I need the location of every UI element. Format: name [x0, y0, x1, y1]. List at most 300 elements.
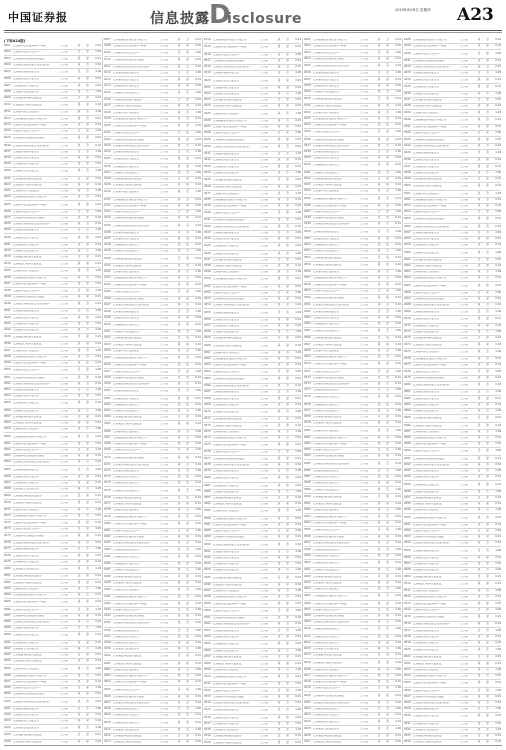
- table-cell: 已开通: [460, 225, 468, 228]
- table-cell: 是: [86, 103, 89, 107]
- table-cell: 是: [386, 50, 389, 54]
- table-cell: 0308: [204, 661, 211, 665]
- table-cell: 1.00: [495, 489, 501, 493]
- table-cell: 已开通: [360, 687, 368, 690]
- table-cell: 1.00: [195, 687, 201, 691]
- table-cell: 已开通: [260, 584, 268, 587]
- table-cell: 已开通: [260, 105, 268, 108]
- table-cell: 1.00: [195, 488, 201, 492]
- table-cell: 已开通: [60, 322, 68, 325]
- table-cell: 已开通: [460, 251, 468, 254]
- table-row: [404, 514, 501, 522]
- table-cell: 是: [386, 336, 389, 340]
- table-cell: 已开通: [60, 223, 68, 226]
- table-cell: 是: [286, 52, 289, 56]
- table-cell: 0220: [204, 78, 211, 82]
- table-cell: 已开通: [60, 45, 68, 48]
- table-cell: 1.00: [195, 429, 201, 433]
- table-cell: 0502: [404, 529, 411, 533]
- table-cell: 已开通: [60, 117, 68, 120]
- table-cell: 已开通: [60, 647, 68, 650]
- table-row: [404, 647, 501, 655]
- table-cell: 0255: [204, 310, 211, 314]
- table-cell: 0.10: [95, 83, 101, 87]
- table-cell: 已开通: [260, 264, 268, 267]
- table-cell: 汇添富价值精选混合型: [13, 229, 39, 232]
- table-cell: 是: [277, 251, 281, 255]
- table-cell: 0046: [4, 342, 11, 346]
- table-cell: 汇添富消费行业混合型: [113, 244, 139, 247]
- table-cell: 0185: [104, 554, 111, 558]
- table-cell: 已开通: [460, 503, 468, 506]
- table-cell: 否: [377, 528, 381, 532]
- table-cell: 0.01: [95, 454, 101, 458]
- table-cell: 否: [77, 707, 81, 710]
- table-cell: 否: [86, 593, 89, 596]
- table-cell: 0.01: [495, 237, 501, 241]
- table-cell: 已开通: [160, 250, 168, 253]
- table-column-5: [404, 38, 501, 744]
- table-cell: 是: [277, 715, 281, 719]
- table-cell: 是: [277, 535, 281, 539]
- table-cell: 汇添富基金管理股份有限公司: [213, 596, 247, 599]
- table-row: [4, 301, 101, 309]
- table-cell: 0037: [4, 282, 11, 286]
- table-cell: 是: [286, 535, 289, 539]
- table-cell: 已开通: [460, 126, 468, 129]
- table-row: [104, 123, 201, 131]
- table-cell: 是: [377, 561, 381, 565]
- table-cell: 1.00: [295, 450, 301, 454]
- table-cell: 0266: [204, 384, 211, 388]
- table-cell: 是: [77, 243, 81, 247]
- section-title-en: isclosure: [227, 11, 303, 27]
- table-row: [304, 129, 401, 137]
- table-cell: 否: [386, 514, 389, 518]
- table-row: [104, 289, 201, 297]
- table-cell: 汇添富医疗服务灵活配置: [213, 742, 242, 744]
- table-cell: 汇添富中证主要消费ETF联接: [213, 46, 247, 49]
- table-cell: 0382: [304, 442, 311, 446]
- table-cell: 汇添富消费行业混合型: [313, 322, 339, 325]
- table-cell: 0062: [4, 448, 11, 452]
- table-cell: 0.01: [295, 336, 301, 340]
- table-cell: 是: [277, 589, 281, 593]
- table-cell: 已开通: [60, 415, 68, 418]
- table-cell: 否: [177, 389, 181, 393]
- table-cell: 汇添富中证医药卫生ETF: [13, 449, 42, 452]
- table-cell: 已开通: [460, 702, 468, 704]
- table-cell: 0507: [404, 562, 411, 566]
- table-cell: 汇添富价值精选混合型: [13, 71, 39, 74]
- table-cell: 0411: [304, 634, 311, 638]
- table-cell: 0.10: [495, 462, 501, 466]
- table-cell: 0.01: [295, 58, 301, 62]
- table-cell: 0010: [4, 103, 11, 107]
- table-cell: 汇添富价值精选混合型: [413, 231, 439, 234]
- table-cell: 0453: [404, 203, 411, 207]
- table-cell: 否: [186, 389, 189, 393]
- table-cell: 是: [77, 143, 81, 147]
- table-cell: 0092: [4, 646, 11, 650]
- table-cell: 1.00: [295, 92, 301, 96]
- table-cell: 1.00: [95, 686, 101, 690]
- table-cell: 否: [377, 97, 381, 101]
- table-cell: 是: [177, 381, 181, 385]
- table-cell: 否: [77, 129, 81, 133]
- table-cell: 0.10: [295, 741, 301, 744]
- table-cell: 1.00: [295, 290, 301, 294]
- table-cell: 0056: [4, 408, 11, 412]
- table-row: [304, 195, 401, 203]
- table-cell: 汇添富民营活力混合型: [313, 714, 339, 717]
- table-cell: 0276: [204, 450, 211, 454]
- table-cell: 是: [477, 349, 481, 353]
- table-cell: 是: [86, 261, 89, 265]
- table-cell: 汇添富中证主要消费ETF联接: [113, 204, 147, 207]
- table-cell: 0124: [104, 149, 111, 153]
- table-cell: 已开通: [360, 727, 368, 730]
- table-cell: 是: [177, 170, 181, 174]
- table-cell: 汇添富蓝筹稳健灵活配置: [313, 735, 342, 738]
- table-cell: 否: [477, 628, 481, 632]
- table-cell: 0053: [4, 387, 11, 391]
- table-cell: 已开通: [460, 443, 468, 446]
- table-cell: 是: [477, 667, 481, 671]
- table-cell: 0.10: [395, 44, 401, 48]
- table-cell: 是: [177, 110, 181, 114]
- section-title-cn: 信息披露: [150, 11, 210, 27]
- table-cell: 1.00: [395, 170, 401, 174]
- table-cell: 0080: [4, 567, 11, 571]
- table-cell: 已开通: [360, 488, 368, 491]
- table-cell: 是: [386, 660, 389, 664]
- table-cell: 0254: [204, 303, 211, 307]
- table-cell: 0.10: [395, 123, 401, 127]
- table-cell: 0359: [304, 288, 311, 292]
- table-cell: 汇添富价值精选混合型: [313, 470, 339, 473]
- table-cell: 0203: [104, 674, 111, 678]
- table-cell: 是: [186, 521, 189, 525]
- table-cell: 是: [186, 44, 189, 48]
- table-row: [304, 659, 401, 667]
- table-cell: 否: [386, 647, 389, 651]
- table-cell: 汇添富民营活力混合型: [313, 78, 339, 81]
- table-cell: 0.01: [295, 456, 301, 460]
- table-cell: 是: [277, 542, 281, 546]
- table-cell: 是: [386, 448, 389, 452]
- table-cell: 0197: [104, 634, 111, 638]
- table-cell: 是: [286, 125, 289, 129]
- table-cell: 是: [86, 129, 89, 133]
- table-cell: 否: [477, 151, 481, 155]
- table-cell: 0.10: [295, 343, 301, 347]
- table-cell: 是: [286, 522, 289, 526]
- table-cell: 0074: [4, 526, 11, 530]
- table-cell: 汇添富中证医药卫生ETF: [213, 530, 242, 533]
- table-cell: 否: [277, 608, 281, 612]
- table-cell: 0162: [104, 402, 111, 406]
- table-cell: 0441: [404, 125, 411, 129]
- table-cell: 是: [186, 315, 189, 319]
- table-cell: 汇添富民营活力混合型: [13, 236, 39, 239]
- table-cell: 是: [377, 580, 381, 584]
- table-cell: 0354: [304, 255, 311, 259]
- table-cell: 0.01: [395, 494, 401, 498]
- table-cell: 否: [86, 699, 89, 703]
- table-cell: 是: [477, 435, 481, 439]
- table-cell: 0.01: [95, 294, 101, 298]
- table-cell: 是: [177, 203, 181, 207]
- table-cell: 已开通: [460, 337, 468, 340]
- table-cell: 否: [386, 435, 389, 439]
- table-cell: 0480: [404, 383, 411, 387]
- table-cell: 0439: [404, 110, 411, 114]
- table-cell: 是: [186, 535, 189, 539]
- table-cell: 1.00: [195, 408, 201, 412]
- table-cell: 否: [286, 230, 289, 234]
- table-cell: 0.01: [95, 315, 101, 319]
- table-row: [4, 732, 101, 740]
- table-cell: 是: [386, 640, 389, 644]
- table-row: [304, 593, 401, 601]
- table-cell: 汇添富中证医药卫生ETF: [413, 450, 442, 453]
- table-cell: 是: [186, 164, 189, 168]
- table-cell: 是: [377, 514, 381, 518]
- table-cell: 已开通: [60, 183, 68, 186]
- table-cell: 汇添富蓝筹稳健灵活配置: [413, 177, 442, 180]
- table-cell: 否: [177, 574, 181, 578]
- table-cell: 已开通: [60, 660, 68, 663]
- table-cell: 0337: [304, 143, 311, 147]
- table-cell: 汇添富优势精选混合型证券投资: [113, 542, 150, 545]
- table-cell: 0307: [204, 655, 211, 659]
- table-cell: 0258: [204, 330, 211, 334]
- table-cell: 0039: [4, 294, 11, 298]
- table-cell: 0142: [104, 270, 111, 274]
- table-cell: 是: [277, 277, 281, 281]
- table-cell: 汇添富环保行业股票型: [213, 590, 239, 593]
- table-cell: 是: [277, 158, 281, 162]
- table-cell: 是: [277, 65, 281, 69]
- table-cell: 0.10: [95, 143, 101, 147]
- table-cell: 已开通: [460, 78, 468, 81]
- table-cell: 已开通: [160, 735, 168, 738]
- table-cell: 0407: [304, 607, 311, 611]
- table-cell: 已开通: [60, 575, 68, 578]
- table-cell: 是: [386, 321, 389, 325]
- table-cell: 是: [486, 416, 489, 420]
- table-cell: 否: [277, 211, 281, 215]
- table-cell: 0060: [4, 434, 11, 438]
- table-cell: 否: [277, 390, 281, 394]
- table-cell: 已开通: [360, 569, 368, 572]
- table-cell: 0256: [204, 317, 211, 321]
- table-cell: 已开通: [160, 238, 168, 241]
- table-cell: 0.01: [495, 98, 501, 102]
- table-cell: 0335: [304, 130, 311, 134]
- table-cell: 已开通: [160, 409, 168, 412]
- table-cell: 汇添富消费行业混合型: [13, 560, 39, 563]
- table-cell: 否: [177, 415, 181, 419]
- table-cell: 汇添富医疗服务灵活配置: [413, 503, 442, 506]
- table-cell: 0511: [404, 589, 411, 593]
- table-cell: 0458: [404, 237, 411, 241]
- table-cell: 0431: [404, 58, 411, 62]
- table-cell: 已开通: [60, 402, 68, 405]
- table-cell: 否: [186, 595, 189, 599]
- table-cell: 0.01: [195, 455, 201, 459]
- table-cell: 0340: [304, 163, 311, 167]
- table-cell: 已开通: [360, 184, 368, 187]
- table-cell: 0.10: [195, 44, 201, 48]
- table-cell: 0.01: [195, 315, 201, 319]
- table-cell: 0.10: [95, 162, 101, 166]
- table-cell: 是: [486, 369, 489, 373]
- table-cell: 0.10: [495, 622, 501, 626]
- table-cell: 0526: [404, 688, 411, 692]
- table-cell: 已开通: [160, 177, 168, 180]
- table-cell: 是: [477, 489, 481, 493]
- table-cell: 1.00: [95, 309, 101, 313]
- table-cell: 已开通: [460, 171, 468, 174]
- table-cell: 已开通: [360, 422, 368, 425]
- table-cell: 0.01: [95, 613, 101, 617]
- table-cell: 否: [186, 488, 189, 492]
- table-cell: 汇添富优势精选混合型证券投资: [313, 542, 350, 545]
- table-cell: 0029: [4, 228, 11, 232]
- table-cell: 0402: [304, 574, 311, 578]
- table-cell: 1.00: [295, 628, 301, 632]
- table-cell: 汇添富基金管理股份有限公司: [113, 357, 147, 360]
- table-cell: 是: [286, 562, 289, 566]
- table-cell: 0217: [204, 58, 211, 62]
- table-cell: 汇添富移动互联股票型基金: [13, 217, 45, 220]
- table-cell: 已开通: [260, 430, 268, 433]
- table-cell: 汇添富基金管理股份有限公司: [13, 277, 47, 280]
- table-cell: 汇添富中证主要消费ETF联接: [213, 444, 247, 447]
- table-cell: 是: [286, 131, 289, 135]
- table-cell: 是: [377, 296, 381, 300]
- table-cell: 0.10: [295, 502, 301, 506]
- table-row: [304, 740, 401, 744]
- table-cell: 汇添富消费行业混合型: [213, 563, 239, 566]
- table-cell: 已开通: [360, 45, 368, 48]
- table-cell: 汇添富民营活力混合型: [13, 78, 39, 81]
- table-cell: 否: [77, 309, 81, 313]
- table-cell: 否: [486, 383, 489, 387]
- table-cell: 否: [386, 508, 389, 512]
- table-cell: 是: [377, 541, 381, 545]
- table-cell: 汇添富医疗服务灵活配置: [13, 262, 42, 265]
- table-cell: 汇添富中证主要消费ETF联接: [13, 283, 47, 286]
- table-cell: 0.10: [295, 45, 301, 49]
- table-cell: 汇添富价值精选混合型: [313, 548, 339, 551]
- table-cell: 是: [177, 143, 181, 147]
- table-cell: 0469: [404, 309, 411, 313]
- table-cell: 0.10: [195, 462, 201, 466]
- table-cell: 0.01: [195, 38, 201, 42]
- table-cell: 是: [477, 84, 481, 88]
- table-cell: 已开通: [360, 595, 368, 598]
- table-cell: 是: [377, 56, 381, 60]
- table-cell: 0.01: [95, 136, 101, 140]
- table-cell: 是: [286, 396, 289, 400]
- table-cell: 汇添富价值精选混合型: [213, 72, 239, 75]
- table-cell: 汇添富中证医药卫生ETF: [413, 608, 442, 611]
- table-cell: 0.01: [495, 674, 501, 678]
- table-cell: 是: [377, 243, 381, 247]
- table-cell: 已开通: [460, 397, 468, 400]
- table-cell: 已开通: [360, 57, 368, 60]
- table-cell: 是: [86, 56, 89, 60]
- table-cell: 已开通: [260, 252, 268, 255]
- table-cell: 否: [186, 143, 189, 147]
- table-cell: 是: [277, 509, 281, 513]
- table-cell: 汇添富基金管理股份有限公司: [213, 278, 247, 281]
- table-cell: 汇添富消费行业混合型: [113, 641, 139, 644]
- table-cell: 0.10: [295, 402, 301, 406]
- table-cell: 0454: [404, 210, 411, 214]
- table-cell: 是: [277, 435, 281, 439]
- table-cell: 0298: [204, 595, 211, 599]
- table-cell: 否: [486, 408, 489, 412]
- table-cell: 0323: [304, 50, 311, 54]
- table-cell: 0.01: [95, 116, 101, 120]
- table-cell: 汇添富基金管理股份有限公司: [113, 436, 147, 439]
- table-row: [4, 168, 101, 176]
- table-cell: 汇添富消费行业混合型: [13, 482, 39, 485]
- table-cell: 已开通: [360, 230, 368, 233]
- table-cell: 1.00: [495, 349, 501, 353]
- table-cell: 已开通: [60, 395, 68, 398]
- table-cell: 是: [186, 680, 189, 684]
- table-cell: 是: [377, 303, 381, 307]
- table-cell: 汇添富基金管理股份有限公司: [313, 197, 347, 200]
- table-cell: 0.10: [395, 580, 401, 584]
- table-cell: 已开通: [260, 411, 268, 414]
- table-cell: 是: [77, 633, 81, 637]
- table-cell: 是: [377, 693, 381, 697]
- table-cell: 1.00: [195, 508, 201, 512]
- table-cell: 是: [177, 375, 181, 379]
- table-cell: 是: [477, 396, 481, 400]
- masthead-rule: [4, 30, 502, 31]
- table-row: [4, 334, 101, 342]
- table-cell: 已开通: [260, 271, 268, 274]
- table-cell: 是: [86, 401, 89, 405]
- table-cell: 已开通: [160, 171, 168, 174]
- table-cell: 已开通: [260, 424, 268, 427]
- table-cell: 汇添富中证主要消费ETF联接: [413, 602, 447, 605]
- table-cell: 否: [77, 255, 81, 259]
- table-row: [204, 243, 301, 251]
- table-cell: 是: [486, 615, 489, 619]
- table-cell: 已开通: [360, 51, 368, 54]
- table-cell: 0.10: [195, 640, 201, 644]
- table-cell: 0525: [404, 681, 411, 685]
- table-cell: 0437: [404, 98, 411, 102]
- table-cell: 已开通: [160, 530, 168, 533]
- table-cell: 汇添富价值精选混合型: [13, 548, 39, 551]
- table-cell: 汇添富消费行业混合型: [313, 720, 339, 723]
- table-cell: 已开通: [260, 225, 268, 228]
- table-cell: 0066: [4, 475, 11, 479]
- table-cell: 0236: [204, 185, 211, 189]
- table-cell: 否: [486, 429, 489, 433]
- table-cell: 是: [477, 170, 481, 174]
- table-cell: 否: [277, 734, 281, 738]
